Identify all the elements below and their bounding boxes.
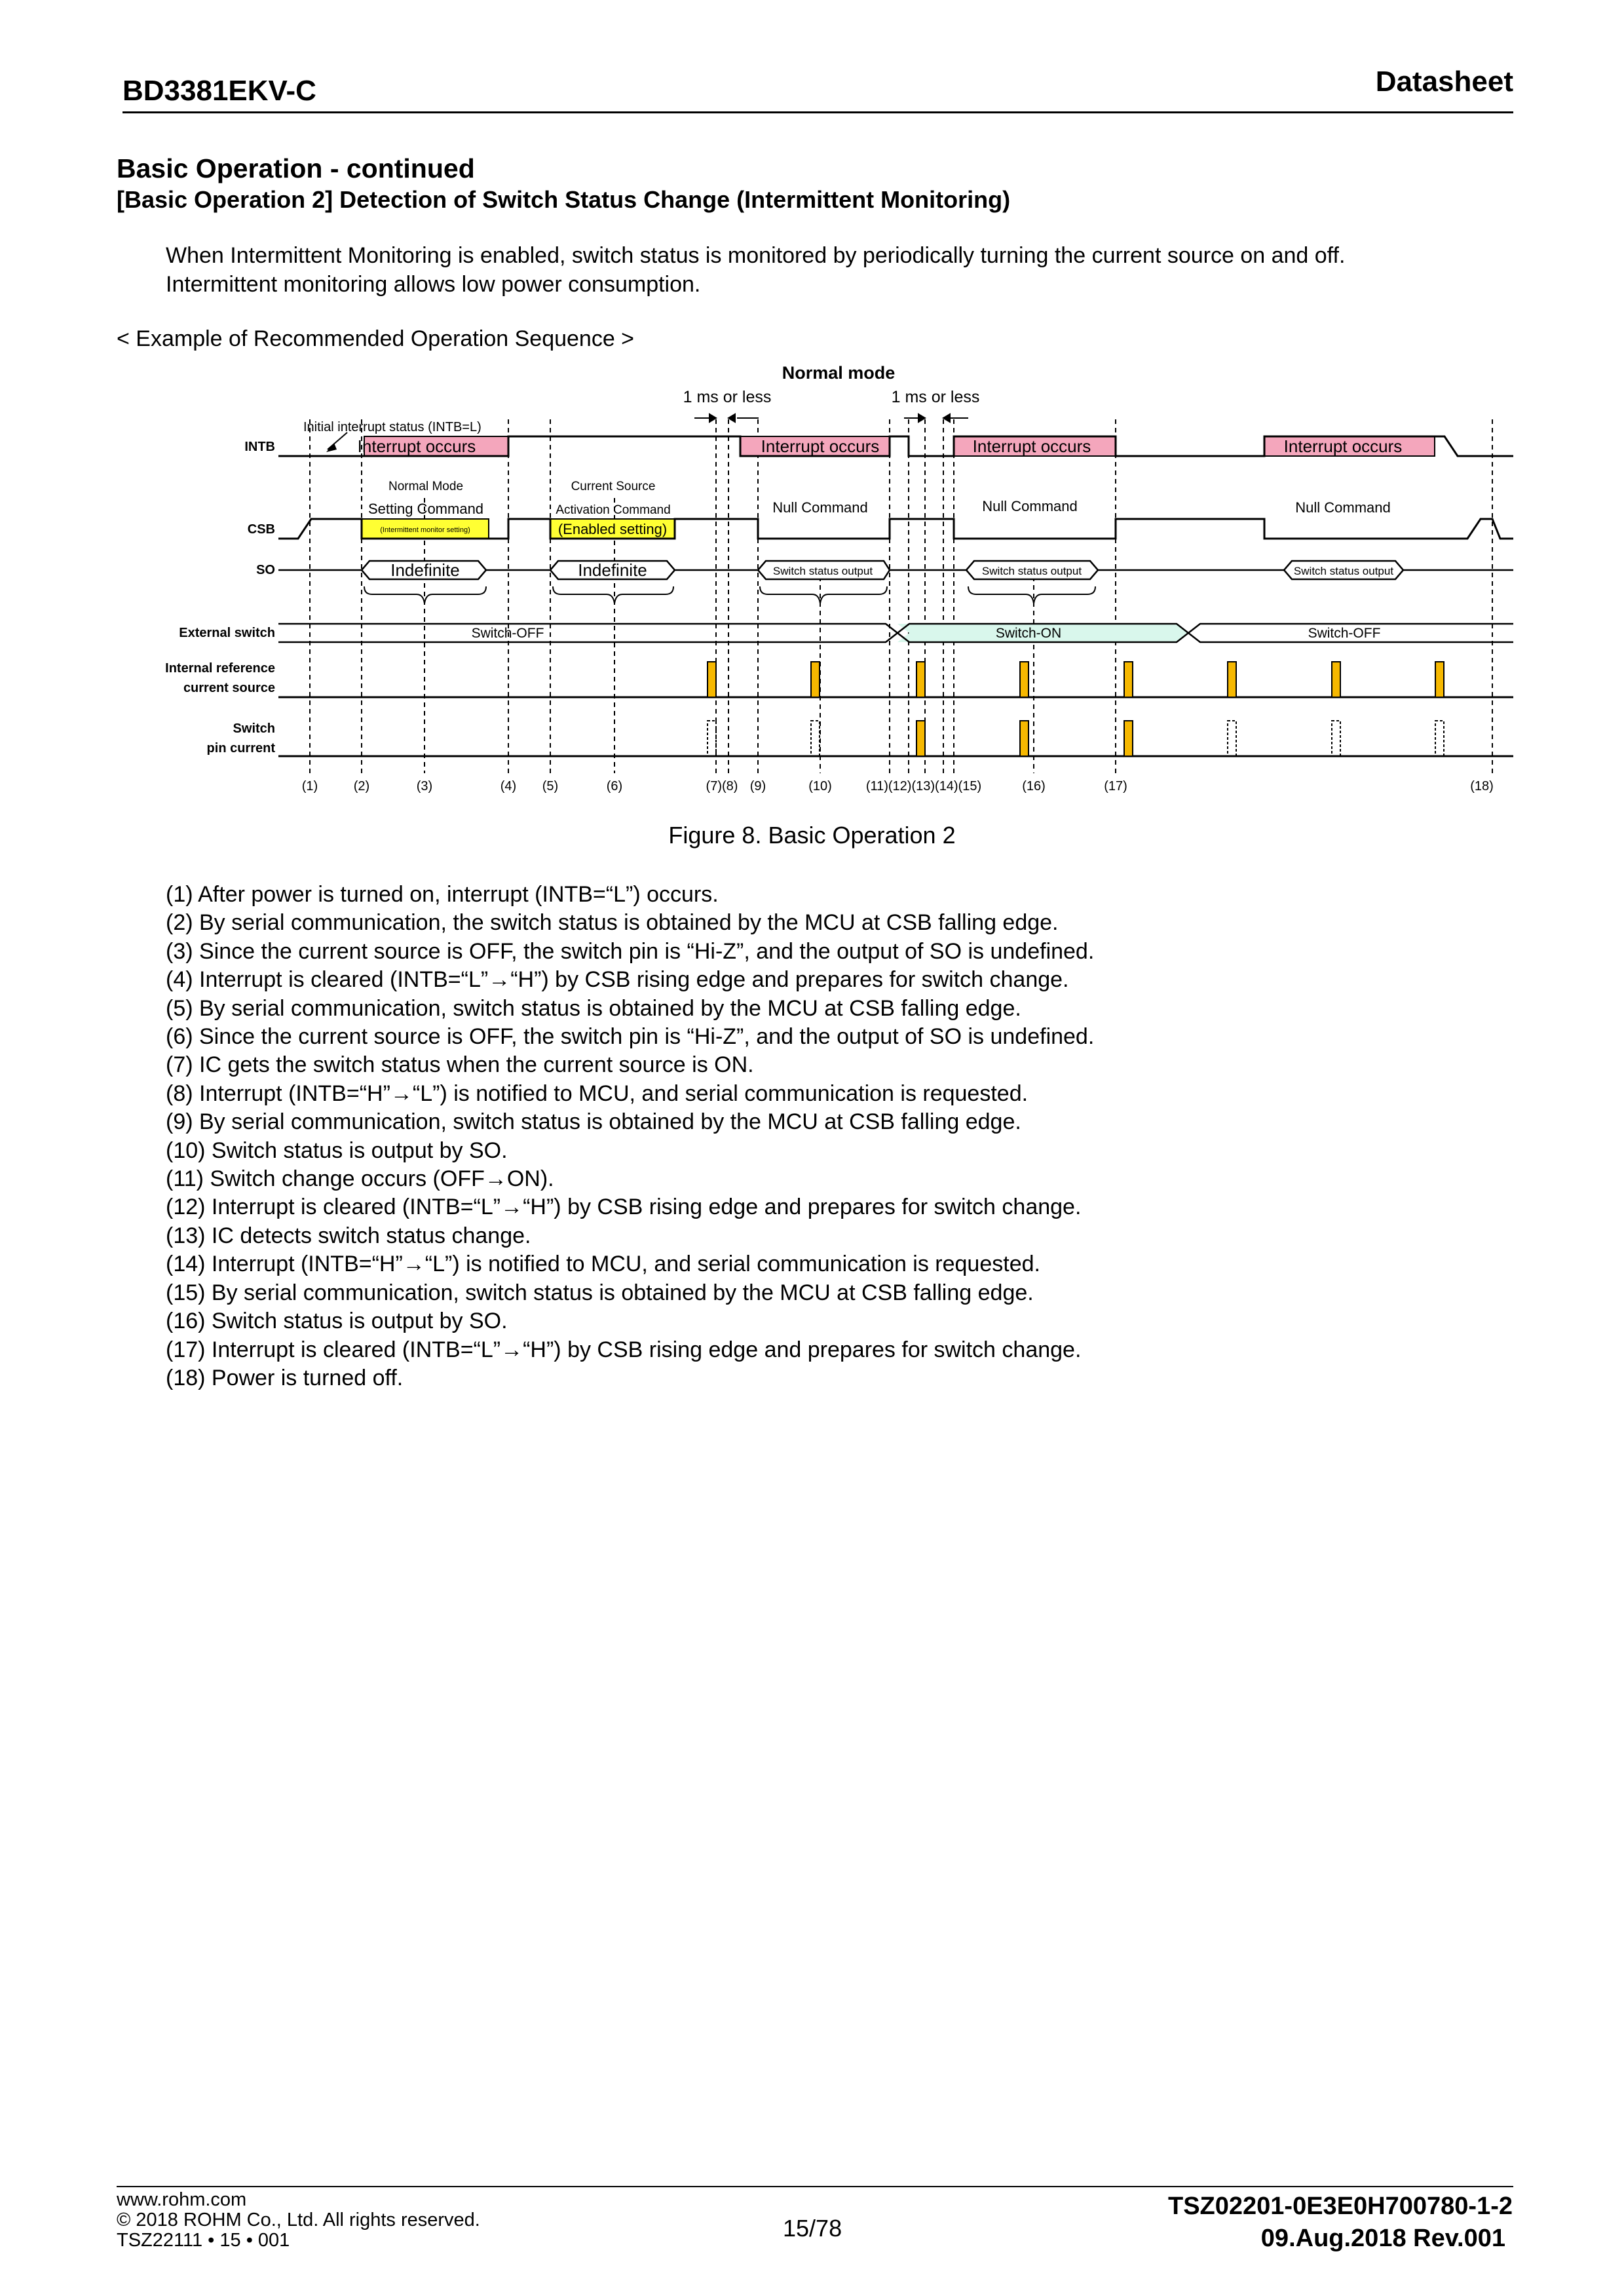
example-heading: < Example of Recommended Operation Sequence > xyxy=(117,326,635,351)
step-list xyxy=(166,881,1094,1392)
figure-caption: Figure 8. Basic Operation 2 xyxy=(668,822,956,849)
doc-type: Datasheet xyxy=(1375,66,1513,98)
step-item: (7) IC gets the switch status when the current source is ON. xyxy=(166,1052,754,1078)
marker-6: (6) xyxy=(606,779,623,794)
so-label-3: Switch status output xyxy=(772,565,873,577)
marker-10: (10) xyxy=(808,779,832,794)
doc-date-rev: 09.Aug.2018 Rev.001 xyxy=(1260,2225,1505,2252)
cmd1-line2: Setting Command xyxy=(368,501,484,517)
footer-copyright: © 2018 ROHM Co., Ltd. All rights reserved. xyxy=(117,2210,480,2230)
footer-website[interactable]: www.rohm.com xyxy=(117,2189,247,2210)
footer-code: TSZ22111 • 15 • 001 xyxy=(117,2230,290,2251)
step-item: (1) After power is turned on, interrupt (INTB=“L”) occurs. xyxy=(166,882,719,907)
so-label-1: Indefinite xyxy=(390,560,460,580)
null-cmd-3: Null Command xyxy=(1295,499,1391,516)
interrupt-label-1: Interrupt occurs xyxy=(357,436,476,456)
label-sw-cur-1: Switch xyxy=(233,721,275,736)
cmd2-line1: Current Source xyxy=(571,480,656,493)
label-int-ref-1: Internal reference xyxy=(165,661,275,676)
pin-current-dotted xyxy=(708,721,1444,756)
step-item: (18) Power is turned off. xyxy=(166,1365,404,1390)
marker-17: (17) xyxy=(1104,779,1127,794)
marker-1: (1) xyxy=(301,779,318,794)
cmd2-box: (Enabled setting) xyxy=(557,521,668,537)
switch-state-2: Switch-ON xyxy=(995,626,1062,641)
label-csb: CSB xyxy=(247,522,275,537)
page-number: 15/78 xyxy=(783,2215,842,2242)
interrupt-label-2: Interrupt occurs xyxy=(761,436,880,456)
so-label-2: Indefinite xyxy=(578,560,647,580)
pin-current-pulses xyxy=(916,721,1133,756)
step-item: (5) By serial communication, switch status is obtained by the MCU at CSB falling edge. xyxy=(166,995,1021,1021)
step-item: (14) Interrupt (INTB=“H”→“L”) is notified to MCU, and serial communication is requested. xyxy=(166,1252,1040,1277)
cmd1-box: (Intermittent monitor setting) xyxy=(380,526,470,534)
timing-label-2: 1 ms or less xyxy=(891,388,980,406)
marker-7-8: (7)(8) xyxy=(706,779,738,794)
timing-diagram xyxy=(0,0,1624,813)
intro-line-1: When Intermittent Monitoring is enabled, switch status is monitored by periodically turning the current source on and off. xyxy=(166,243,1346,268)
cmd2-line2: Activation Command xyxy=(556,503,671,517)
switch-state-1: Switch-OFF xyxy=(471,626,544,641)
so-braces xyxy=(364,586,1095,603)
label-sw-cur-2: pin current xyxy=(206,741,275,756)
marker-4: (4) xyxy=(500,779,517,794)
step-item: (8) Interrupt (INTB=“H”→“L”) is notified to MCU, and serial communication is requested. xyxy=(166,1081,1029,1106)
step-item: (15) By serial communication, switch status is obtained by the MCU at CSB falling edge. xyxy=(166,1280,1034,1305)
step-item: (4) Interrupt is cleared (INTB=“L”→“H”) by CSB rising edge and prepares for switch change. xyxy=(166,967,1069,993)
normal-mode-label: Normal mode xyxy=(782,363,896,383)
intro-line-2: Intermittent monitoring allows low power consumption. xyxy=(166,272,701,297)
null-cmd-2: Null Command xyxy=(982,498,1078,514)
cmd1-line1: Normal Mode xyxy=(388,480,464,493)
section-subtitle: [Basic Operation 2] Detection of Switch Status Change (Intermittent Monitoring) xyxy=(117,186,1011,213)
step-item: (13) IC detects switch status change. xyxy=(166,1223,531,1248)
label-ext-switch: External switch xyxy=(179,626,275,640)
so-label-4: Switch status output xyxy=(981,565,1082,577)
marker-lines xyxy=(310,419,1492,773)
label-intb: INTB xyxy=(244,440,275,454)
section-title: Basic Operation - continued xyxy=(117,153,475,183)
switch-state-3: Switch-OFF xyxy=(1308,626,1381,641)
doc-number: TSZ02201-0E3E0H700780-1-2 xyxy=(1167,2192,1513,2220)
marker-5: (5) xyxy=(542,779,559,794)
interrupt-label-3: Interrupt occurs xyxy=(972,436,1091,456)
marker-9: (9) xyxy=(749,779,766,794)
step-item: (3) Since the current source is OFF, the switch pin is “Hi-Z”, and the output of SO is undefined. xyxy=(166,938,1095,964)
step-item: (2) By serial communication, the switch status is obtained by the MCU at CSB falling edge. xyxy=(166,910,1059,936)
marker-11-15: (11)(12)(13)(14)(15) xyxy=(865,779,982,794)
step-item: (16) Switch status is output by SO. xyxy=(166,1309,508,1334)
so-label-5: Switch status output xyxy=(1293,565,1394,577)
marker-18: (18) xyxy=(1470,779,1494,794)
label-so: SO xyxy=(256,563,275,577)
current-source-pulses xyxy=(708,662,1444,697)
label-int-ref-2: current source xyxy=(183,681,275,695)
marker-16: (16) xyxy=(1022,779,1046,794)
part-number: BD3381EKV-C xyxy=(123,75,316,107)
step-item: (9) By serial communication, switch status is obtained by the MCU at CSB falling edge. xyxy=(166,1109,1021,1135)
marker-3: (3) xyxy=(416,779,433,794)
footer-rule xyxy=(117,2186,1513,2187)
step-item: (11) Switch change occurs (OFF→ON). xyxy=(166,1166,554,1192)
interrupt-label-4: Interrupt occurs xyxy=(1283,436,1403,456)
step-item: (12) Interrupt is cleared (INTB=“L”→“H”) by CSB rising edge and prepares for switch change. xyxy=(166,1195,1082,1220)
initial-status-label: Initial interrupt status (INTB=L) xyxy=(303,420,482,434)
timing-label-1: 1 ms or less xyxy=(683,388,772,406)
step-item: (10) Switch status is output by SO. xyxy=(166,1138,508,1163)
step-item: (6) Since the current source is OFF, the switch pin is “Hi-Z”, and the output of SO is undefined. xyxy=(166,1024,1095,1050)
null-cmd-1: Null Command xyxy=(772,499,868,516)
marker-2: (2) xyxy=(353,779,370,794)
step-item: (17) Interrupt is cleared (INTB=“L”→“H”) by CSB rising edge and prepares for switch change. xyxy=(166,1337,1082,1362)
